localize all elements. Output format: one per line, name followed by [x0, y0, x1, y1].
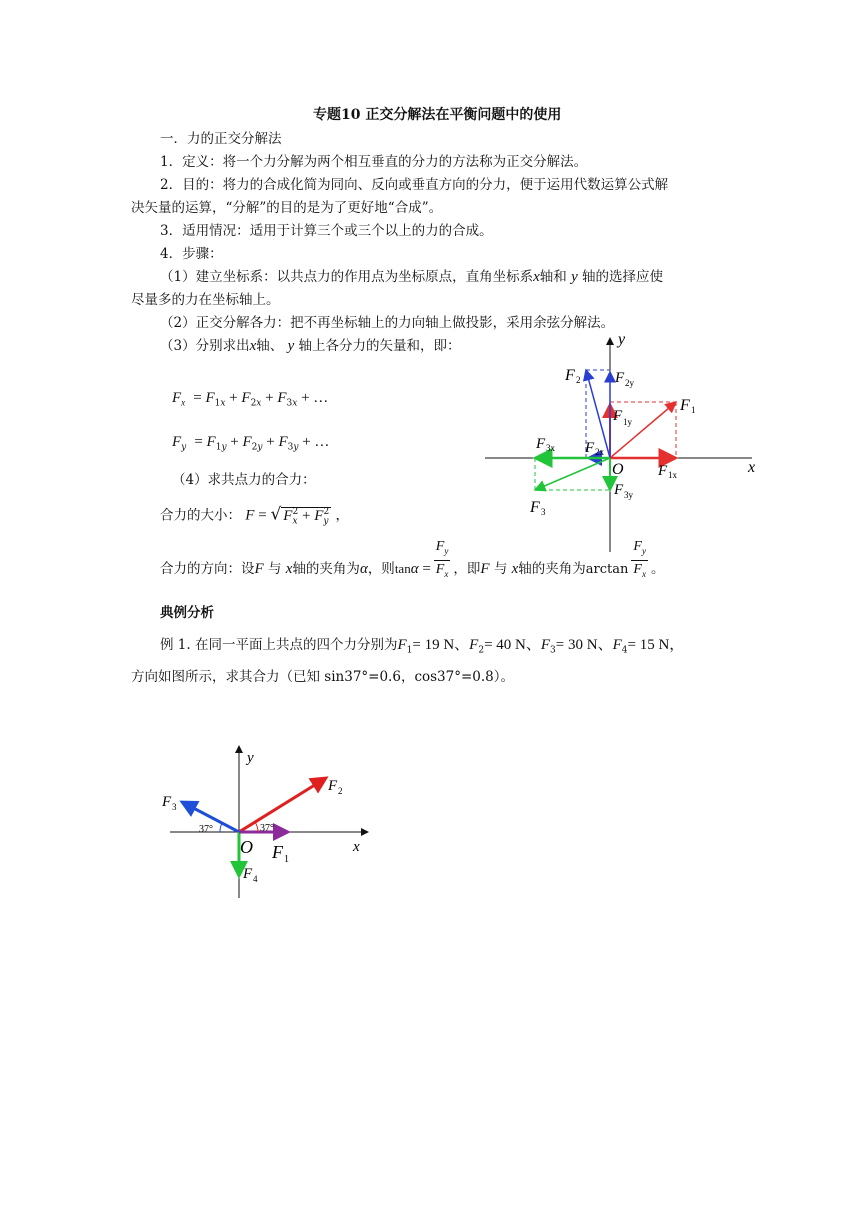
dir-part-g: 轴的夹角为 [518, 560, 586, 577]
y-axis-label: y [618, 331, 626, 348]
y-symbol: y [571, 269, 578, 285]
example1-text-cont: 方向如图所示，求其合力（已知 sin37°=0.6，cos37°=0.8）。 [131, 669, 515, 685]
f1y-subscript: 1y [623, 417, 632, 427]
f4-subscript: 4 [253, 874, 258, 884]
f3x-subscript: 3x [546, 443, 555, 453]
f3-subscript: 3 [541, 507, 546, 517]
step3-part-a: （3）分别求出 [160, 338, 250, 354]
f1y-label: F [613, 408, 623, 424]
origin-label: O [240, 837, 253, 857]
equation-fx: $F_x = F_{1x} + F_{2x} + F_{3x}$ + … [172, 390, 329, 409]
x-symbol: x [285, 560, 293, 577]
x-axis-label: x [353, 839, 360, 855]
step1-part-a: （1）建立坐标系：以共点力的作用点为坐标原点，直角坐标系 [160, 269, 534, 285]
f3y-subscript: 3y [624, 490, 633, 500]
angle-label-left: 37° [199, 824, 213, 835]
f-symbol: F [172, 390, 182, 406]
magnitude-formula: 合力的大小： F = √ $F_x^2 + F_y^2$ ， [160, 504, 350, 527]
page-title: 专题10 正交分解法在平衡问题中的使用 [313, 107, 562, 123]
step1-part-b: 轴和 [539, 269, 567, 285]
direction-text: 合力的方向：设F 与 x轴的夹角为α，则tanα = $\frac{F_y}{F_x}$ ，即F 与 x轴的夹角为arctan $\frac{F_y}{F_x}$ 。 [160, 556, 664, 583]
f2-arrow [239, 778, 326, 832]
example1-text: 例 1. 在同一平面上共点的四个力分别为$F_1= 19$ N、$F_2= 40$ N、$F_3= 30$ N、$F_4= 15$ N， [160, 637, 685, 656]
x-symbol: x [533, 269, 540, 285]
purpose-text-2: 决矢量的运算，“分解”的目的是为了更好地“合成”。 [131, 200, 443, 216]
dir-part-e: ，即 [453, 560, 481, 577]
y-symbol: y [287, 338, 295, 354]
step3-part-c: 轴上各分力的矢量和，即： [298, 338, 461, 354]
ex1-f3-value: = 30 N、 [555, 637, 613, 653]
section-heading: 一．力的正交分解法 [160, 131, 282, 147]
f2y-subscript: 2y [625, 378, 634, 388]
f2-label: F [565, 367, 575, 384]
f2-subscript: 2 [576, 375, 581, 385]
purpose-text-1: 2．目的：将力的合成化简为同向、反向或垂直方向的分力，便于运用代数运算公式解 [160, 177, 669, 193]
step1-text [160, 267, 663, 287]
arctan-label: arctan [585, 561, 629, 577]
f-symbol: F [254, 560, 264, 577]
f3y-label: F [614, 482, 624, 498]
f1-label: F [680, 397, 690, 414]
example1-diagram [150, 740, 380, 905]
f3-label: F [530, 499, 540, 516]
ex1-f1-value: = 19 N、 [412, 637, 470, 653]
f1x-subscript: 1x [668, 470, 677, 480]
left-angle-arc [220, 823, 222, 832]
alpha-symbol: α [359, 560, 368, 577]
scope-text: 3．适用情况：适用于计算三个或三个以上的力的合成。 [160, 223, 493, 239]
dir-end: 。 [650, 560, 665, 577]
definition-text: 1．定义：将一个力分解为两个相互垂直的分力的方法称为正交分解法。 [160, 154, 588, 170]
f4-label: F [243, 866, 253, 882]
f2x-subscript: 2x [595, 447, 604, 457]
steps-heading: 4．步骤： [160, 246, 223, 262]
f2-subscript: 2 [338, 786, 343, 796]
step1-text-cont: 尽量多的力在坐标轴上。 [131, 292, 280, 308]
step4-text: （4）求共点力的合力： [172, 472, 316, 488]
decomposition-diagram [480, 330, 770, 560]
f1-subscript: 1 [691, 405, 696, 415]
example-heading: 典例分析 [160, 605, 214, 621]
dir-part-f: 与 [493, 560, 508, 577]
tan-fraction: $\frac{F_y}{F_x}$ [435, 539, 449, 579]
f3-arrow [535, 458, 610, 490]
equation-fy: $F_y = F_{1y} + F_{2y} + F_{3y}$ + … [172, 434, 330, 453]
x-symbol: x [249, 338, 257, 354]
f-symbol: F [480, 560, 490, 577]
step2-text: （2）正交分解各力：把不再坐标轴上的力向轴上做投影，采用余弦分解法。 [160, 315, 615, 331]
f3-subscript: 3 [172, 802, 177, 812]
f1-label: F [272, 842, 283, 862]
f3-label: F [162, 794, 172, 810]
ex1-f4-value: = 15 N， [627, 637, 685, 653]
f2x-label: F [585, 440, 595, 456]
step1-part-c: 轴的选择应使 [582, 269, 664, 285]
dir-part-c: 轴的夹角为 [292, 560, 360, 577]
dir-part-a: 合力的方向：设 [160, 560, 255, 577]
f3x-label: F [536, 436, 546, 452]
f1x-label: F [658, 463, 668, 479]
ex1-part-a: 例 1. 在同一平面上共点的四个力分别为 [160, 637, 398, 653]
f2y-label: F [615, 370, 625, 386]
angle-label-right: 37° [260, 823, 274, 834]
step3-text [160, 336, 461, 356]
y-axis-label: y [247, 750, 254, 766]
f1-subscript: 1 [284, 854, 289, 865]
alpha-symbol: α [410, 560, 419, 577]
tan-label: tan [394, 560, 411, 576]
dir-part-b: 与 [267, 560, 282, 577]
ex1-f2-value: = 40 N、 [484, 637, 541, 653]
arctan-fraction: $\frac{F_y}{F_x}$ [633, 539, 646, 579]
magnitude-label: 合力的大小： [160, 507, 241, 524]
x-axis-label: x [748, 459, 756, 476]
f2-label: F [328, 778, 338, 794]
origin-label: O [612, 461, 624, 478]
x-symbol: x [511, 560, 519, 577]
dir-part-d: ，则 [367, 560, 395, 577]
step3-part-b: 轴、 [256, 338, 284, 354]
